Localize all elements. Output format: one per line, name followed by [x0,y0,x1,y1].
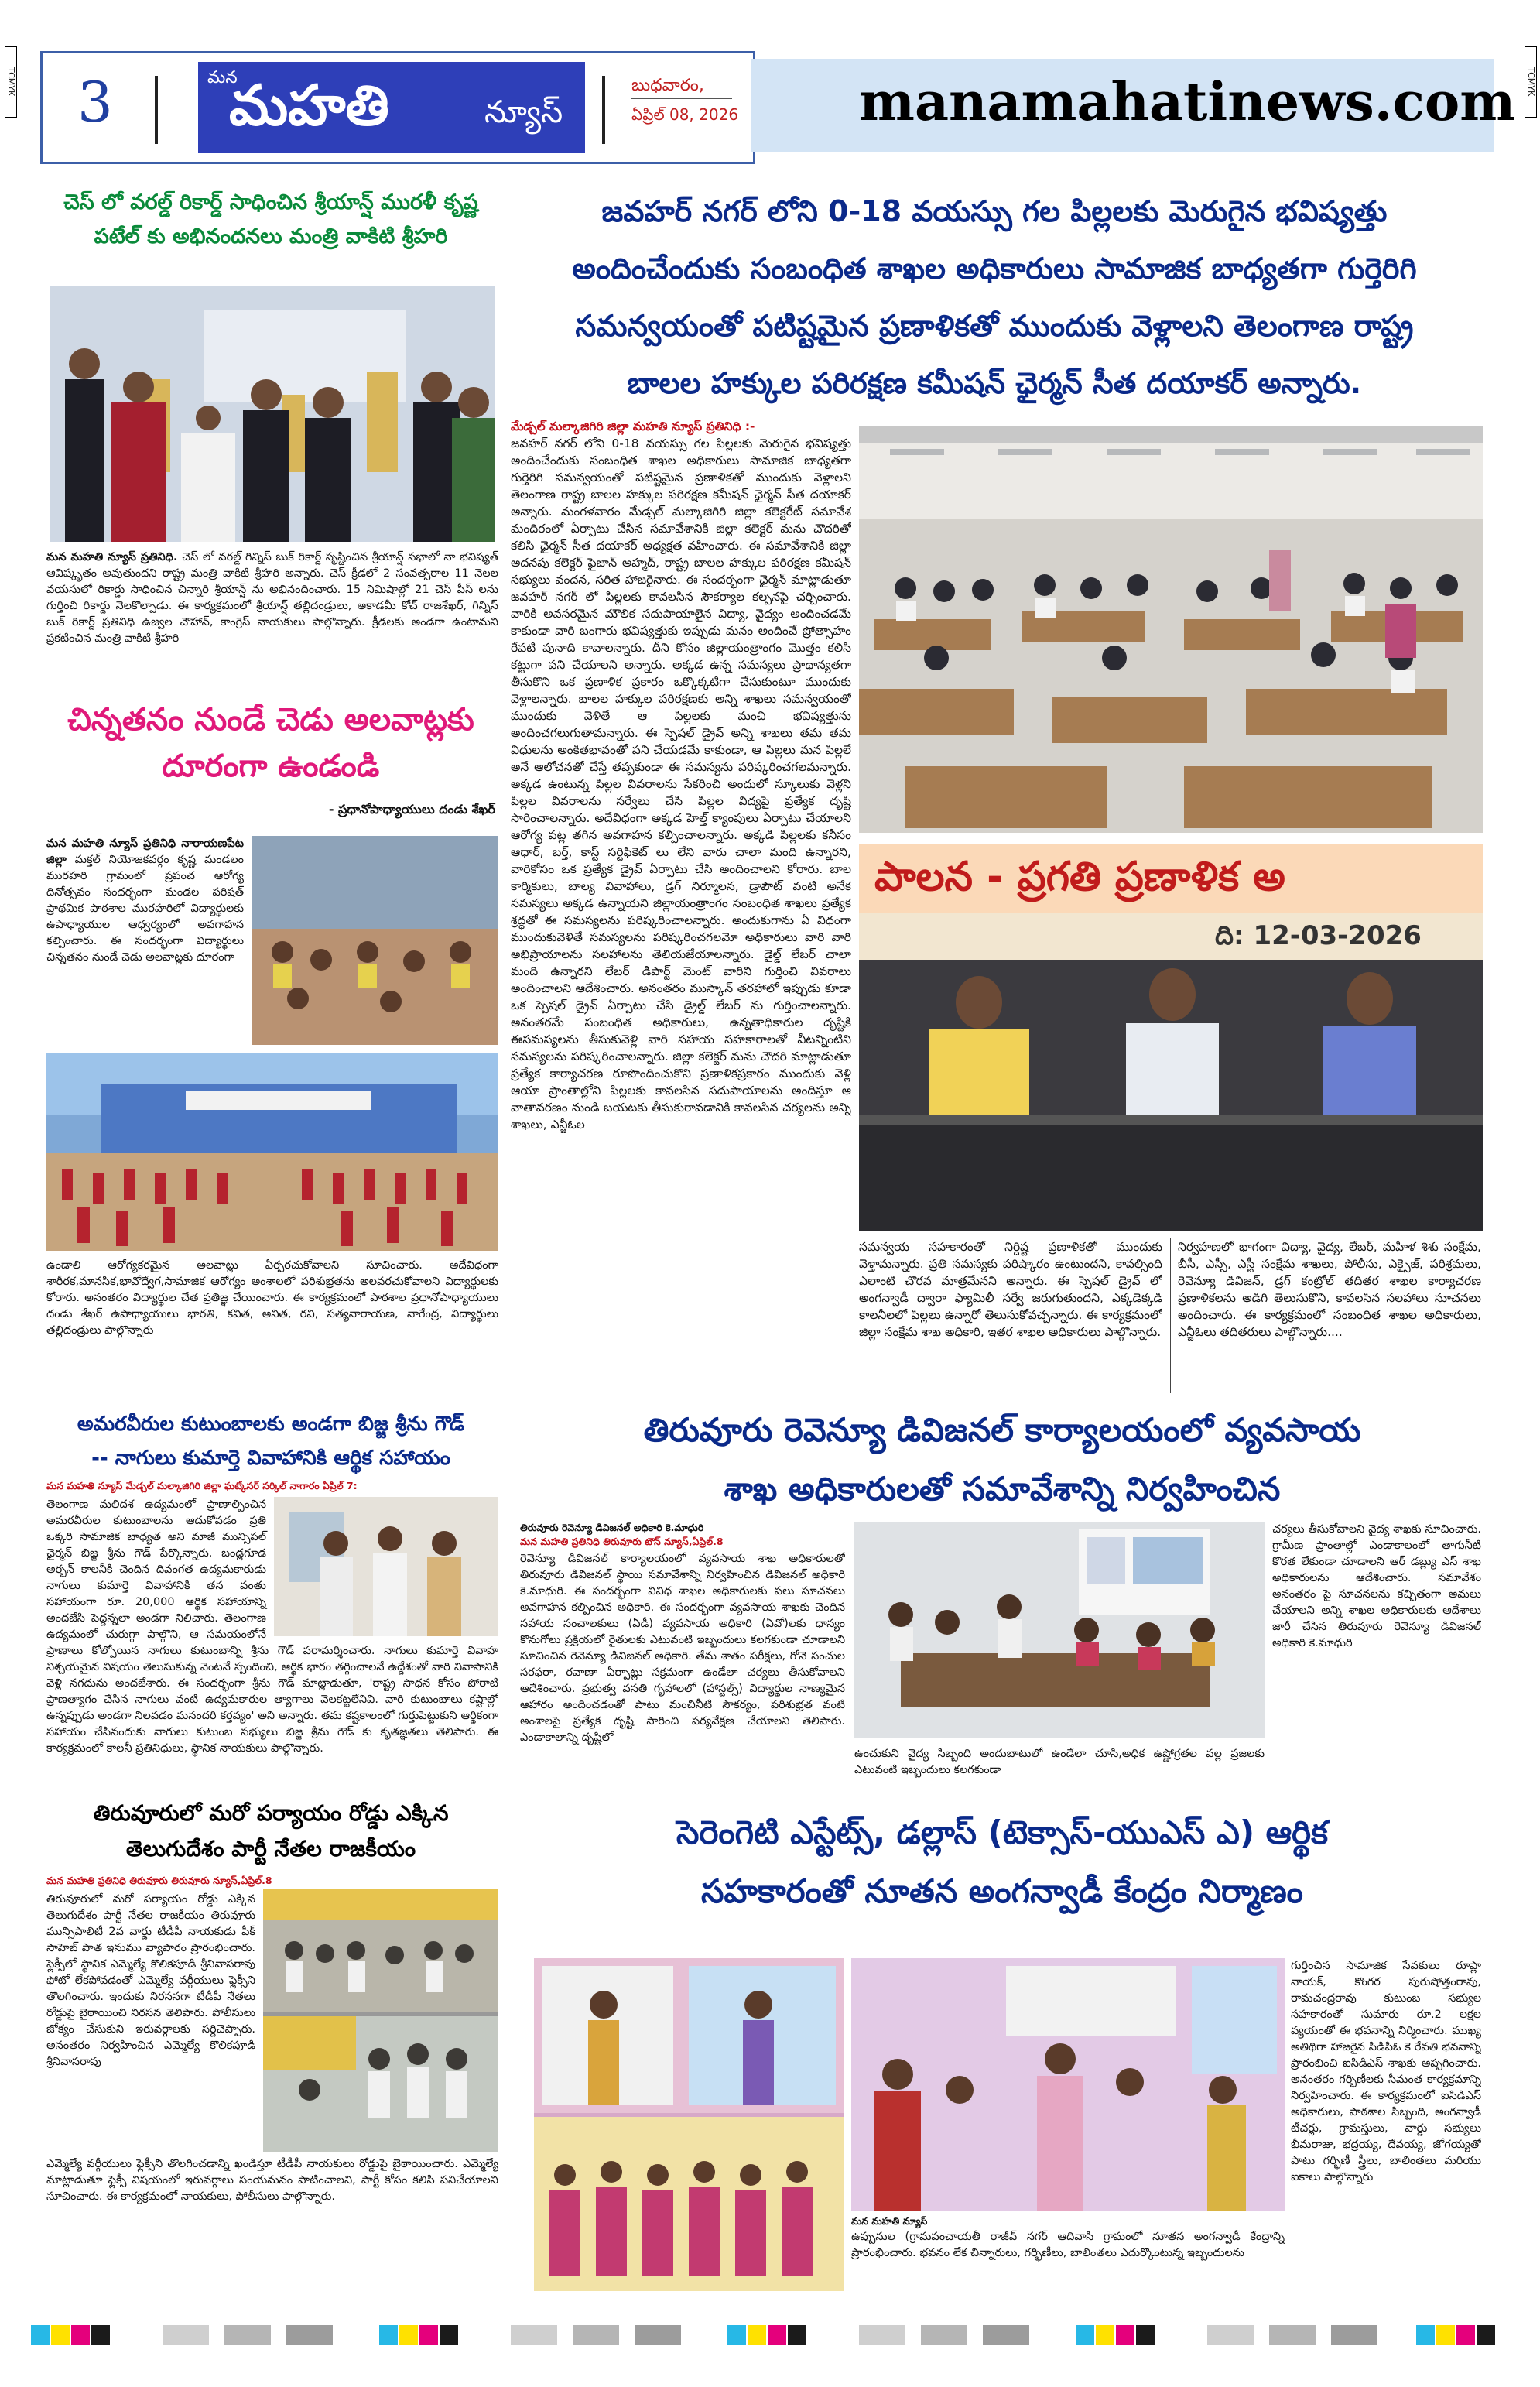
date-rule [631,98,732,99]
habits-body-text-2: ఉండాలి ఆరోగ్యకరమైన అలవాట్లు ఏర్పరచుకోవాలని సూచించారు. అదేవిధంగా శారీరక,మానసిక,భావోద్వేగ,సామాజిక ఆరోగ్యం అంశాలలో పరిశుభ్రతను అలవరచుకోవాలని విద్యార్థులకు కోరారు. అనంతరం విద్యార్థుల చేత ప్రతిజ్ఞ చేయించారు. ఈ కార్యక్రమంలో పాఠశాల ప్రధానోపాధ్యాయులు దండు శేఖర్ ఉపాధ్యాయులు భారతి, కవిత, అనిత, రవి, సత్యనారాయణ, నాగేంద్ర, విద్యార్థులు తల్లిదండ్రులు పాల్గొన్నారు [46,1259,498,1337]
revenue-article-col3 [1272,1522,1481,1793]
martyr-byline: మన మహతి న్యూస్ మేడ్చల్ మల్కాజిగిరి జిల్లా ఘట్కేసర్ సర్కిల్ నాగారం ఏప్రిల్ 7: [46,1480,358,1491]
revenue-headline-line: తిరువూరు రెవెన్యూ డివిజనల్ కార్యాలయంలో వ్యవసాయ [643,1411,1361,1449]
habits-headline-line: చిన్నతనం నుండే చెడు అలవాట్లకు [67,702,474,738]
column-rule [1170,1238,1171,1393]
lead-headline-line: అందించేందుకు సంబంధిత శాఖల అధికారులు సామాజిక బాధ్యతగా గుర్తెరిగి [572,252,1417,286]
tdp-byline: మన మహతి ప్రతినిధి తిరువూరు తిరువూరు న్యూస్,ఏప్రిల్.8 [46,1875,272,1886]
tdp-article-body [46,1892,255,2147]
revenue-meeting-photo [854,1522,1265,1738]
anganwadi-photo-left [534,1958,844,2291]
lead-body-col2: సమన్వయ సహకారంతో నిర్దిష్ట ప్రణాళికతో ముందుకు వెళ్తామన్నారు. ప్రతి సమస్యకు పరిష్కారం ఉంటుందని, కావల్సింది ఎలాంటి చొరవ మాత్రమేనని అన్నారు. ఈ స్పెషల్ డ్రైవ్ లో అంగన్వాడీ ద్వారా ఫ్యామిలీ సర్వే జరుగుతుందని, ఎక్కడెక్కడి కాలనీలలో పిల్లలు ఉన్నారో తెలుసుకోవచ్చన్నారు. ఈ కార్యక్రమంలో జిల్లా సంక్షేమ శాఖ అధికారి, ఇతర శాఖల అధికారులు పాల్గొన్నారు. [859,1240,1162,1339]
habits-assembly-photo [46,1053,498,1251]
logo-mahati: మహతి [229,73,389,138]
anganwadi-article-col2 [1291,1958,1481,2291]
habits-article-body-2 [46,1258,498,1393]
newspaper-logo [198,62,585,153]
tdp-headline-line: తిరువూరులో మరో పర్యాయం రోడ్డు ఎక్కిన [93,1800,449,1826]
martyr-headline [39,1407,503,1475]
martyr-headline-line: -- నాగులు కుమార్తె వివాహానికి ఆర్థిక సహాయం [91,1447,450,1470]
martyr-article-body [46,1497,498,1791]
revenue-body-col3: చర్యలు తీసుకోవాలని వైద్య శాఖకు సూచించారు. గ్రామీణ ప్రాంతాల్లో ఎండాకాలంలో తాగునీటి కొరత లేకుండా చూడాలని ఆర్ డబ్ల్యు ఎస్ శాఖ అధికారులను ఆదేశించారు. సమావేశం అనంతరం పై సూచనలను కచ్చితంగా అమలు చేయాలని అన్ని శాఖల అధికారులకు ఆదేశాలు జారీ చేసిన తిరువూరు రెవెన్యూ డివిజనల్ అధికారి కె.మాధురి [1272,1523,1481,1649]
lead-headline-line: సమన్వయంతో పటిష్టమైన ప్రణాళికతో ముందుకు వెళ్లాలని తెలంగాణ రాష్ట్ర [575,309,1414,343]
revenue-sub-byline: తిరువూరు రెవెన్యూ డివిజనల్ అధికారి కె.మాధురి [520,1522,704,1533]
revenue-byline: మన మహతి ప్రతినిధి తిరువూరు టౌన్ న్యూస్,ఏప్రిల్.8 [520,1536,724,1547]
lead-photo-stage [859,844,1483,1231]
lead-article-col2 [859,1238,1162,1397]
anganwadi-photo-right [851,1958,1285,2211]
chess-headline-line: చెస్ లో వరల్డ్ రికార్డ్ సాధించిన శ్రీయాన్ష్ మురళీ కృష్ణ [63,190,478,214]
habits-subhead: - ప్రధానోపాధ్యాయులు దండు శేఖర్ [328,802,495,817]
habits-classroom-photo [252,836,498,1045]
tdp-body-text: తిరువూరులో మరో పర్యాయం రోడ్డు ఎక్కిన తెలుగుదేశం పార్టీ నేతల రాజకీయం తిరువూరు మున్సిపాలిటీ 2వ వార్డు టీడీపీ నాయకుడు పీక్ సాహెబ్ పాత ఇనుము వ్యాపారం ప్రారంభించారు. ఫ్లెక్సీలో స్థానిక ఎమ్మెల్యే కొలికపూడి శ్రీనివాసరావు ఫోటో లేకపోవడంతో ఎమ్మెల్యే వర్గీయులు ఫ్లెక్సీని తొలగించారు. ఇందుకు నిరసనగా టీడీపీ నేతలు రోడ్డుపై బైఠాయించి నిరసన తెలిపారు. పోలీసులు జోక్యం చేసుకుని ఇరువర్గాలకు సర్దిచెప్పారు. అనంతరం నిర్వహించిన ఎమ్మెల్యే కొలికపూడి శ్రీనివాసరావు [46,1893,255,2068]
habits-headline-line: దూరంగా ఉండండి [162,748,380,784]
registration-mark-right: TCMYK [1525,46,1537,118]
lead-headline [495,183,1494,412]
chess-headline-line: పటేల్ కు అభినందనలు మంత్రి వాకిటి శ్రీహరి [94,224,448,248]
masthead-divider [602,76,605,144]
habits-headline [39,697,503,789]
lead-photo-meeting-hall [859,426,1483,833]
tdp-article-body-2 [46,2156,498,2226]
anganwadi-body-col2: గుర్తించిన సామాజిక సేవకులు రూప్లా నాయక్, కొంగర పురుషోత్తంరావు, రామచంద్రరావు కుటుంబ సభ్యుల సహకారంతో సుమారు రూ.2 లక్షల వ్యయంతో ఈ భవనాన్ని నిర్మించారు. ముఖ్య అతిథిగా హాజరైన సిడిపిఓ కె రేవతి భవనాన్ని ప్రారంభించి ఐసిడిఎస్ శాఖకు అప్పగించారు. అనంతరం గర్భిణీలకు సీమంత కార్యక్రమాన్ని నిర్వహించారు. ఈ కార్యక్రమంలో ఐసిడిఎస్ అధికారులు, పాఠశాల సిబ్బంది, అంగన్వాడీ టీచర్లు, గ్రామస్తులు, వార్డు సభ్యులు భీమరాజు, భద్రయ్య, దేవయ్య, జోగయ్యతో పాటు గర్భిణీ స్త్రీలు, బాలింతలు మరియు ఐకాలు పాల్గొన్నారు [1291,1960,1481,2183]
stage-banner-date: ది: 12-03-2026 [1215,920,1422,951]
anganwadi-headline-line: సహకారంతో నూతన అంగన్వాడీ కేంద్రం నిర్మాణం [701,1872,1303,1910]
martyr-body-text: తెలంగాణ మలిదశ ఉద్యమంలో ప్రాణాల్పించిన అమరవీరుల కుటుంబాలను ఆదుకోవడం ప్రతి ఒక్కరి సామాజిక బాధ్యత అని మాజీ మున్సిపల్ ఛైర్మన్ బిజ్జ శ్రీను గౌడ్ పేర్కొన్నారు. బండ్లగూడ అర్బన్ కాలనీకి చెందిన దివంగత ఉద్యమకారుడు నాగులు కుమార్తె వివాహానికి తన వంతు సహాయంగా రూ. 20,000 ఆర్థిక సహాయాన్ని అందజేసి పెద్దన్నలా అండగా నిలిచారు. తెలంగాణ ఉద్యమంలో చురుగ్గా పాల్గొని, ఆ సమయంలోనే ప్రాణాలు కోల్పోయిన నాగులు కుటుంబాన్ని శ్రీను గౌడ్ పరామర్శించారు. నాగులు కుమార్తె వివాహ నిశ్చయమైన విషయం తెలుసుకున్న వెంటనే స్పందించి, ఆర్థిక భారం తగ్గించాలనే ఉద్దేశంతో వారి నివాసానికి వెళ్లి నగదును అందజేశారు. ఈ సందర్భంగా శ్రీను గౌడ్ మాట్లాడుతూ, 'రాష్ట్ర సాధన కోసం పోరాటి ప్రాణత్యాగం చేసిన నాగులు వంటి ఉద్యమకారుల త్యాగాలు వెలకట్టలేనివి. వారి కుటుంబాలు కష్టాల్లో ఉన్నప్పుడు అండగా నిలవడం మనందరి కర్తవ్యం' అని అన్నారు. తమ కష్టకాలంలో గుర్తుపెట్టుకుని ఆర్థికంగా సహాయం చేసినందుకు నాగులు కుటుంబ సభ్యులు బిజ్జ శ్రీను గౌడ్ కు కృతజ్ఞతలు తెలిపారు. ఈ కార్యక్రమంలో కాలనీ ప్రతినిధులు, స్థానిక నాయకులు పాల్గొన్నారు. [46,1498,498,1755]
anganwadi-headline [511,1803,1494,1921]
lead-body-col3: నిర్వహణలో భాగంగా విద్యా, వైద్య, లేబర్, మహిళ శిశు సంక్షేమ, బీసీ, ఎస్సీ, ఎస్టీ సంక్షేమ శాఖలు, పోలీసు, ఎక్సైజ్, పరిశ్రమలు, రెవెన్యూ డివిజన్, డ్రగ్ కంట్రోల్ తదితర శాఖల కార్యాచరణ ప్రణాళికలను అడిగి తెలుసుకొని, కావలసిన సలహాలు సూచనలు అందించారు. ఈ కార్యక్రమంలో సంబంధిత శాఖల అధికారులు, ఎన్జీఓలు తదితరులు పాల్గొన్నారు.... [1178,1240,1481,1339]
page-number: 3 [77,70,113,135]
website-url[interactable]: manamahatinews.com [859,71,1516,133]
revenue-article-col2 [854,1746,1265,1793]
revenue-article-body [520,1551,845,1793]
lead-headline-line: బాలల హక్కుల పరిరక్షణ కమీషన్ ఛైర్మన్ సీత దయాకర్ అన్నారు. [627,366,1362,400]
weekday: బుధవారం, [631,76,704,95]
revenue-body-text: రెవెన్యూ డివిజనల్ కార్యాలయంలో వ్యవసాయ శాఖ అధికారులతో తిరువూరు డివిజనల్ స్థాయి సమావేశాన్ని నిర్వహించిన డివిజనల్ అధికారి కె.మాధురి. ఈ సందర్భంగా వివిధ శాఖల అధికారులకు పలు సూచనలు అవగాహన కల్పించిన అధికారి. ఈ సందర్భంగా వ్యవసాయ శాఖకు చెందిన సహాయ సంచాలకులు (ఏడీ) వ్యవసాయ అధికారి (ఏవో)లకు ధాన్యం కొనుగోలు ప్రక్రియలో రైతులకు ఎటువంటి ఇబ్బందులు కలగకుండా చూడాలని సూచించిన రెవెన్యూ డివిజనల్ అధికారి. తేమ శాతం పరీక్షలు, గోనె సంచుల సరఫరా, రవాణా ఏర్పాట్లు సక్రమంగా ఉండేలా చర్యలు తీసుకోవాలని ఆదేశించారు. ప్రభుత్వ వసతి గృహాలలో (హాస్టల్స్) విద్యార్థుల నాణ్యమైన ఆహారం అందించడంతో పాటు మంచినీటి సౌకర్యం, పరిశుభ్రత వంటి అంశాలపై ప్రత్యేక దృష్టి సారించి పర్యవేక్షణ చేయాలని తెలిపారు. ఎండాకాలాన్ని దృష్టిలో [520,1553,845,1744]
anganwadi-article-body [851,2229,1285,2291]
revenue-body-col2: ఉంచుకుని వైద్య సిబ్బంది అందుబాటులో ఉండేలా చూసి,అధిక ఉష్ణోగ్రతల వల్ల ప్రజలకు ఎటువంటి ఇబ్బందులు కలగకుండా [854,1748,1265,1776]
anganwadi-body-text: ఉప్పునుల (గ్రామపంచాయతీ రాజీవ్ నగర్ ఆదివాసి గ్రామంలో నూతన అంగన్వాడీ కేంద్రాన్ని ప్రారంభించారు. భవనం లేక చిన్నారులు, గర్భిణీలు, బాలింతలు ఎదుర్కొంటున్న ఇబ్బందులను [851,2231,1285,2259]
lead-headline-line: జవహర్ నగర్ లోని 0-18 వయస్సు గల పిల్లలకు మెరుగైన భవిష్యత్తు [601,194,1388,228]
tdp-protest-photos [263,1889,498,2152]
logo-news: న్యూస్ [484,94,563,130]
habits-body-text: మక్తల్ నియోజకవర్గం కృష్ణ మండలం మురహరి గ్రామంలో ప్రపంచ ఆరోగ్య దినోత్సవం సందర్భంగా మండల పరిషత్ ప్రాథమిక పాఠశాల మురహరిలో విద్యార్థులకు ఉపాధ్యాయుల ఆధ్వర్యంలో అవగాహన కల్పించారు. ఈ సందర్భంగా విద్యార్థులు చిన్నతనం నుండే చెడు అలవాట్లకు దూరంగా [46,854,244,964]
habits-article-body [46,836,244,1045]
lead-byline: మేడ్చల్ మల్కాజిగిరి జిల్లా మహతి న్యూస్ ప్రతినిధి :- [511,420,755,433]
registration-mark-left: TCMYK [5,46,17,118]
masthead-divider [155,76,158,144]
chess-article-body [46,550,498,681]
tdp-headline-line: తెలుగుదేశం పార్టీ నేతల రాజకీయం [125,1836,416,1861]
chess-headline [39,186,503,254]
issue-date: ఏప్రిల్ 08, 2026 [631,105,739,124]
martyr-donation-photo [274,1497,498,1636]
habits-byline: మన మహతి న్యూస్ ప్రతినిధి నారాయణపేట జిల్లా [46,837,244,866]
logo-mana: మన [207,68,238,87]
revenue-headline-line: శాఖ అధికారులతో సమావేశాన్ని నిర్వహించిన [724,1470,1281,1508]
anganwadi-headline-line: సెరెంగెటి ఎస్టేట్స్, డల్లాస్ (టెక్సాస్-యుఎస్ ఎ) ఆర్థిక [676,1813,1328,1851]
revenue-headline [511,1401,1494,1519]
chess-byline: మన మహతి న్యూస్ ప్రతినిధి. [46,551,178,563]
chess-award-photo [50,286,495,542]
chess-body-text: చెస్ లో వరల్డ్ గిన్నిస్ బుక్ రికార్డ్ సృష్టించిన శ్రీయాన్ష్ సభాలో నా భవిష్యత్ ఆవిష్కృతం అవుతుందని రాష్ట్ర మంత్రి వాకిటి శ్రీహరి అన్నారు. చెస్ క్రీడలో 2 సంవత్సరాల 11 నెలల వయసులో రికార్డు సాధించిన చిన్నారి శ్రీయాన్ష్ ను అభినందించారు. 15 నిమిషాల్లో 21 చెస్ పీస్ లను గుర్తించి రికార్డు నెలకొల్పాడు. ఈ కార్యక్రమంలో శ్రీయాన్ష్ తల్లిదండ్రులు, అకాడమీ కోచ్ రాజశేఖర్, గిన్నిస్ బుక్ రికార్డ్ ప్రతినిధి ఉజ్వల చౌహాన్, కాంగ్రెస్ నాయకులు పాల్గొన్నారు. క్రీడలకు అండగా ఉంటామని ప్రకటించిన మంత్రి వాకిటి శ్రీహరి [46,551,498,645]
lead-article-body [511,418,851,1223]
martyr-headline-line: అమరవీరుల కుటుంబాలకు అండగా బిజ్జ శ్రీను గౌడ్ [77,1413,465,1436]
lead-article-col3 [1178,1238,1481,1397]
tdp-headline [39,1796,503,1867]
tdp-body-text-2: ఎమ్మెల్యే వర్గీయులు ఫ్లెక్సీని తొలగించడాన్ని ఖండిస్తూ టీడీపీ నాయకులు రోడ్డుపై బైఠాయించారు. ఎమ్మెల్యే మాట్లాడుతూ ఫ్లెక్సీ విషయంలో ఇరువర్గాలు సంయమనం పాటించాలని, పార్టీ కోసం కలిసి పనిచేయాలని సూచించారు. ఈ కార్యక్రమంలో నాయకులు, పోలీసులు పాల్గొన్నారు. [46,2158,498,2203]
lead-body-text: జవహర్ నగర్ లోని 0-18 వయస్సు గల పిల్లలకు మెరుగైన భవిష్యత్తు అందించేందుకు సంబంధిత శాఖల అధికారులు సామాజిక బాధ్యతగా గుర్తెరిగి సమన్వయంతో పటిష్టమైన ప్రణాళికతో ముందుకు వెళ్లాలని తెలంగాణ రాష్ట్ర బాలల హక్కుల పరిరక్షణ కమీషన్ ఛైర్మన్ సీత దయాకర్ అన్నారు. మంగళవారం మేడ్చల్ మల్కాజిగిరి జిల్లా కలెక్టరేట్ సమావేశ మందిరంలో ఏర్పాటు చేసిన సమావేశానికి జిల్లా కలెక్టర్ మను చౌదరితో కలిసి ఛైర్మన్ సీత దయాకర్ అధ్యక్షత వహించారు. ఈ సమావేశానికి జిల్లా అదనపు కలెక్టర్ ఫైజాన్ అహ్మద్, రాష్ట్ర బాలల హక్కుల పరిరక్షణ కమీషన్ సభ్యులు వందన, సరిత హాజరైనారు. ఈ సందర్భంగా ఛైర్మన్ మాట్లాడుతూ జవహర్ నగర్ లో పిల్లలకు కావలసిన సౌకర్యాల కల్పనపై చర్చించారు. వారికి అవసరమైన మౌలిక సదుపాయాలైన విద్యా, వైద్యం అందించడమే కాకుండా వారి బంగారు భవిష్యత్తుకు ఇప్పుడు మనం అందించే ప్రోత్సాహం రేపటి పునాది కావాలన్నారు. దీని కోసం జిల్లాయంత్రాంగం మొత్తం కలిసి కట్టుగా పని చేయాలని అన్నారు. అక్కడ ఉన్న సమస్యలు ప్రాథాన్యతగా తీసుకొని ఒక ప్రణాళిక ప్రకారం ఒక్కొక్కటిగా చేసుకుంటూ ముందుకు వెళ్లాలన్నారు. బాలల హక్కుల పరిరక్షణకు అన్ని శాఖలు సమన్వయంతో ముందుకు వెళితే ఆ పిల్లలకు మంచి భవిష్యత్తును అందించగలుగుతామన్నారు. ఈ స్పెషల్ డ్రైవ్ అన్ని శాఖలు తమ తమ విధులను అంకితభావంతో పని చేయడమే కాకుండా, ఆ పిల్లలు మన పిల్లలే అనే ఆలోచనతో చేస్తే తప్పకుండా ఈ సమస్యను పరిష్కరించగలమన్నారు. అక్కడ ఉంటున్న పిల్లల వివరాలను సేకరించి అందులో స్కూలుకు వెళ్లని పిల్లల వివరాలను సర్వేలు చేసి పిల్లల విద్యపై ప్రత్యేక దృష్టి సారించాలన్నారు. అదేవిధంగా అక్కడ హెల్త్ క్యాంపులు ఏర్పాటు చేయాలని ఆరోగ్య పట్ల తగిన అవగాహన కల్పించాలన్నారు. అక్కడి పిల్లలకు కనీసం ఆధార్, బర్త్, కాస్ట్ సర్టిఫికెట్ లు లేని వారు చాలా మంది ఉన్నారని, వారికోసం ఒక ప్రత్యేక డ్రైవ్ ఏర్పాటు చేసి అందించాలని కోరారు. బాల కార్మికులు, బాల్య వివాహాలు, డ్రగ్ నిర్మూలన, డ్రాపౌట్ వంటి అనేక సమస్యలు అక్కడ ఉన్నాయని జిల్లాయంత్రాంగం సంబంధిత శాఖలు ప్రత్యేక శ్రద్ధతో ఈ సమస్యలను పరిష్కరించాలన్నారు. అందుకుగాను ఏ విధంగా ముందుకువెళితే సమస్యలను పరిష్కరించగలమో అధికారులు వారి వారి అభిప్రాయాలను సలహాలను తెలియజేయాలన్నారు. డైల్డ్ లేబర్ చాలా మంది ఉన్నారని లేబర్ డిపార్ట్ మెంట్ వారిని గుర్తించి వివరాలు అందించాలని ఆదేశించారు. అనంతరం ముస్కాన్ తరహాలో ఇప్పుడు కూడా ఒక స్పెషల్ డ్రైవ్ ఏర్పాటు చేసి డ్రైల్డ్ లేబర్ ను గుర్తించాలన్నారు. అనంతరమే సంబంధిత అధికారులు, ఉన్నతాధికారుల దృష్టికి ఈసమస్యలను తీసుకువెళ్లి వారి సహాయ సహకారాలతో వీటన్నింటిని సమస్యలను పరిష్కరించాలన్నారు. జిల్లా కలెక్టర్ మను చౌదరి మాట్లాడుతూ ప్రత్యేక కార్యాచరణ రూపొందించుకొని ప్రణాళికప్రకారం ముందుకు వెళ్లి ఆయా ప్రాంతాల్లోని పిల్లలకు కావలసిన సదుపాయాలను అందిస్తూ ఆ వాతావరణం నుండి బయటకు తీసుకురావడానికి కావలసిన చర్యలను అన్ని శాఖలు, ఎన్జీఓల [511,437,851,1132]
anganwadi-byline: మన మహతి న్యూస్ [851,2215,928,2227]
stage-banner-text: పాలన - ప్రగతి ప్రణాళిక అ [874,854,1285,900]
